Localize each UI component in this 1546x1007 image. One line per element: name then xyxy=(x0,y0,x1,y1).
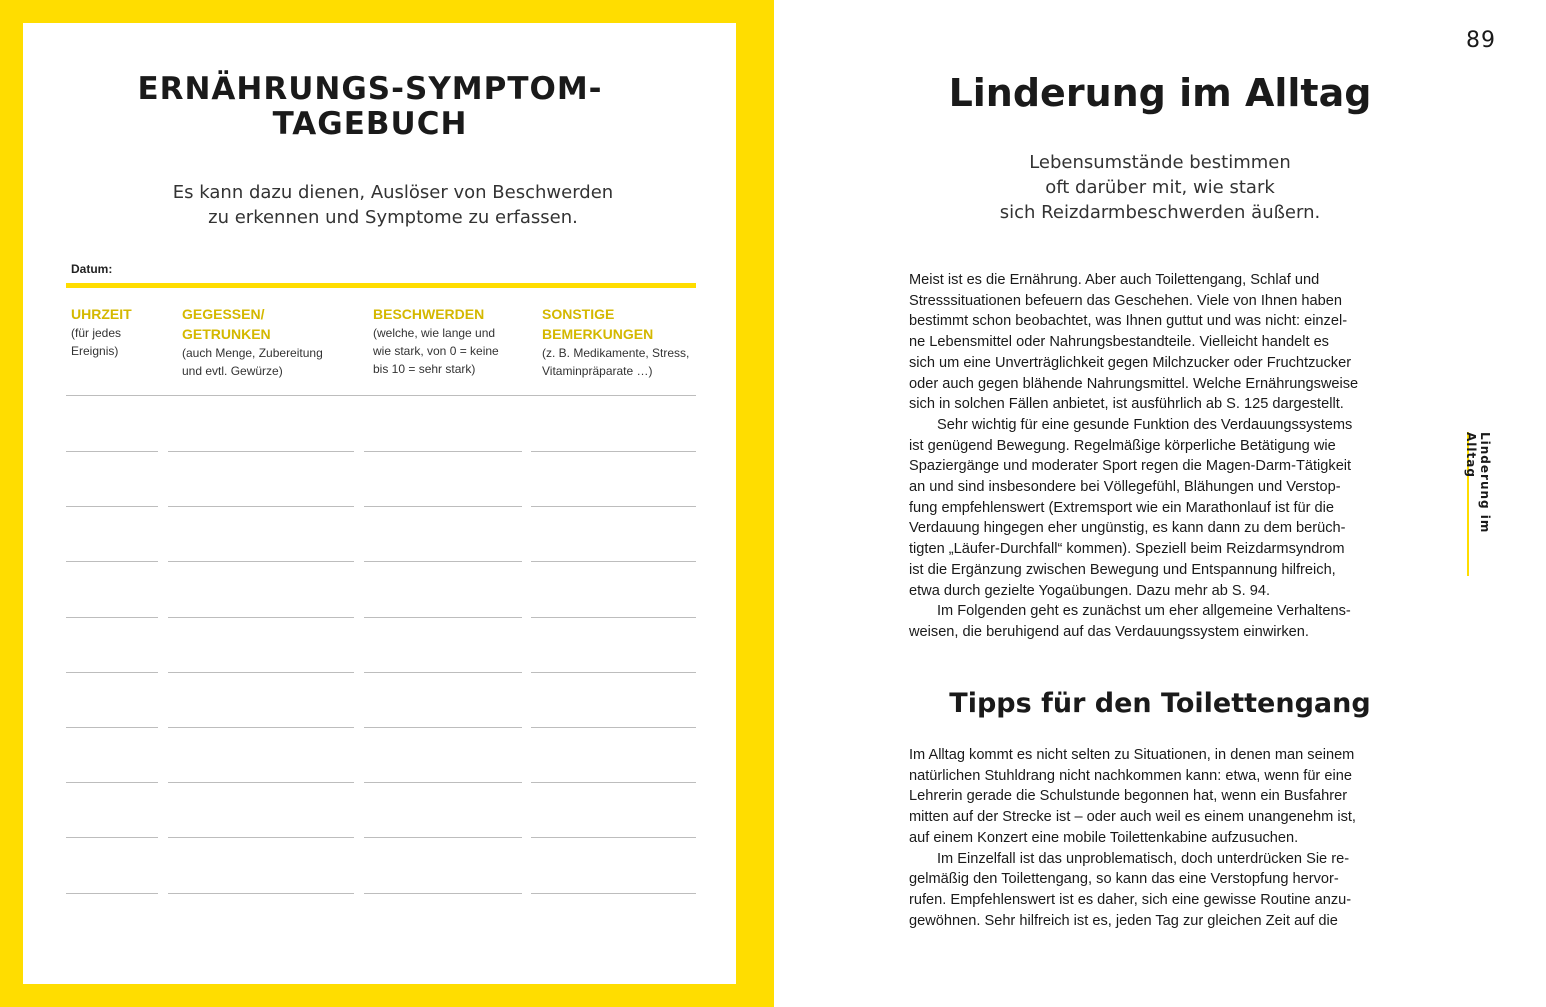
yellow-divider xyxy=(66,283,696,288)
paragraph-line: rufen. Empfehlenswert ist es daher, sich eine gewisse Routine anzu- xyxy=(909,891,1352,908)
diary-entry-line xyxy=(66,893,158,894)
column-title-line: SONSTIGE xyxy=(542,306,615,322)
paragraph-line: sich in solchen Fällen anbietet, ist ausführlich ab S. 125 dargestellt. xyxy=(909,396,1344,413)
diary-entry-line xyxy=(66,727,158,728)
diary-intro-line: zu erkennen und Symptome zu erfassen. xyxy=(208,207,578,228)
paragraph-line: bestimmt schon beobachtet, was Ihnen guttut und was nicht: einzel- xyxy=(909,313,1348,330)
paragraph-line: weisen, die beruhigend auf das Verdauungssystem einwirken. xyxy=(909,623,1309,640)
diary-entry-line xyxy=(66,451,158,452)
column-note-line: wie stark, von 0 = keine xyxy=(373,344,499,358)
paragraph-line: Meist ist es die Ernährung. Aber auch Toilettengang, Schlaf und xyxy=(909,272,1320,288)
diary-title-line: ERNÄHRUNGS-SYMPTOM- xyxy=(137,71,603,107)
diary-entry-line xyxy=(66,561,158,562)
diary-entry-line xyxy=(531,451,696,452)
column-note-line: Ereignis) xyxy=(71,344,119,358)
diary-entry-line xyxy=(364,893,522,894)
column-title xyxy=(182,304,362,344)
paragraph-line: Spaziergänge und moderater Sport regen die Magen-Darm-Tätigkeit xyxy=(909,458,1352,475)
diary-entry-line xyxy=(168,727,354,728)
diary-entry-line xyxy=(364,837,522,838)
body-text-block xyxy=(909,745,1429,931)
column-note xyxy=(182,344,362,380)
column-note xyxy=(373,324,533,378)
diary-entry-line xyxy=(168,893,354,894)
diary-entry-line xyxy=(531,893,696,894)
column-title xyxy=(542,304,702,344)
diary-entry-line xyxy=(66,506,158,507)
lead-line: Lebensumstände bestimmen xyxy=(1029,152,1291,173)
body-text-block xyxy=(909,270,1429,643)
paragraph-line: Verdauung hingegen eher ungünstig, es kann dann zu dem berüch- xyxy=(909,520,1346,537)
paragraph-line: oder auch gegen blähende Nahrungsmittel. Welche Ernährungsweise xyxy=(909,375,1359,392)
paragraph-line: tigten „Läufer-Durchfall“ kommen). Speziell beim Reizdarmsyndrom xyxy=(909,541,1345,558)
diary-entry-line xyxy=(168,617,354,618)
paragraph-line: ist genügend Bewegung. Regelmäßige körperliche Betätigung wie xyxy=(909,437,1336,454)
diary-entry-line xyxy=(364,451,522,452)
column-note-line: und evtl. Gewürze) xyxy=(182,364,283,378)
paragraph-line: ist die Ergänzung zwischen Bewegung und Entspannung hilfreich, xyxy=(909,561,1336,578)
side-tab-label: Linderung im Alltag xyxy=(1464,432,1492,534)
diary-entry-line xyxy=(168,672,354,673)
column-title-line: BEMERKUNGEN xyxy=(542,326,654,342)
column-note xyxy=(542,344,702,380)
diary-entry-line xyxy=(66,782,158,783)
column-note xyxy=(71,324,171,360)
column-title-line: BESCHWERDEN xyxy=(373,306,485,322)
paragraph-line: auf einem Konzert eine mobile Toilettenkabine aufzusuchen. xyxy=(909,829,1299,846)
diary-entry-line xyxy=(364,782,522,783)
diary-entry-line xyxy=(364,727,522,728)
column-note-line: (z. B. Medikamente, Stress, xyxy=(542,346,690,360)
lead-line: oft darüber mit, wie stark xyxy=(1045,177,1275,198)
column-header-sonstige xyxy=(542,304,702,380)
diary-title xyxy=(0,72,740,142)
column-note-line: (für jedes xyxy=(71,326,122,340)
column-title-line: GEGESSEN/ xyxy=(182,306,265,322)
column-title-line: UHRZEIT xyxy=(71,306,132,322)
diary-card xyxy=(23,23,736,984)
diary-entry-line xyxy=(66,837,158,838)
column-title xyxy=(373,304,533,324)
diary-title-line: TAGEBUCH xyxy=(272,106,468,142)
diary-entry-line xyxy=(66,672,158,673)
page-number: 89 xyxy=(1466,28,1496,53)
column-note-line: (welche, wie lange und xyxy=(373,326,496,340)
paragraph-line: ne Lebensmittel oder Nahrungsbestandteile. Vielleicht handelt es xyxy=(909,334,1329,351)
column-title xyxy=(71,304,171,324)
diary-entry-line xyxy=(531,617,696,618)
column-note-line: Vitaminpräparate …) xyxy=(542,364,653,378)
section-heading: Tipps für den Toilettengang xyxy=(949,688,1371,719)
diary-entry-line xyxy=(531,506,696,507)
column-header-gegessen xyxy=(182,304,362,380)
paragraph-line: Stresssituationen befeuern das Geschehen. Viele von Ihnen haben xyxy=(909,292,1342,309)
paragraph-line: Im Alltag kommt es nicht selten zu Situationen, in denen man seinem xyxy=(909,747,1355,763)
diary-entry-line xyxy=(364,561,522,562)
lead-line: sich Reizdarmbeschwerden äußern. xyxy=(999,202,1321,223)
diary-entry-line xyxy=(168,561,354,562)
diary-entry-line xyxy=(364,506,522,507)
column-header-uhrzeit xyxy=(71,304,171,360)
diary-entry-line xyxy=(531,727,696,728)
column-title-line: GETRUNKEN xyxy=(182,326,271,342)
column-note-line: bis 10 = sehr stark) xyxy=(373,362,476,376)
table-header-rule xyxy=(66,395,696,396)
diary-entry-line xyxy=(531,782,696,783)
diary-entry-line xyxy=(364,617,522,618)
paragraph-line: Im Einzelfall ist das unproblematisch, doch unterdrücken Sie re- xyxy=(937,850,1350,867)
paragraph-line: an und sind insbesondere bei Völlegefühl, Blähungen und Verstop- xyxy=(909,479,1341,496)
diary-entry-line xyxy=(168,782,354,783)
chapter-lead xyxy=(860,150,1460,225)
chapter-title: Linderung im Alltag xyxy=(948,71,1372,115)
column-note-line: (auch Menge, Zubereitung xyxy=(182,346,323,360)
paragraph-line: Im Folgenden geht es zunächst um eher allgemeine Verhaltens- xyxy=(937,603,1351,620)
paragraph-line: natürlichen Stuhldrang nicht nachkommen kann: etwa, wenn für eine xyxy=(909,767,1352,784)
column-header-beschwerden xyxy=(373,304,533,378)
diary-entry-line xyxy=(531,672,696,673)
paragraph-line: gewöhnen. Sehr hilfreich ist es, jeden Tag zur gleichen Zeit auf die xyxy=(909,912,1338,929)
diary-entry-line xyxy=(531,837,696,838)
diary-entry-line xyxy=(531,561,696,562)
paragraph-line: fung empfehlenswert (Extremsport wie ein Marathonlauf ist für die xyxy=(909,499,1335,516)
paragraph-line: mitten auf der Strecke ist – oder auch weil es einem unangenehm ist, xyxy=(909,809,1356,826)
diary-entry-line xyxy=(66,617,158,618)
diary-entry-line xyxy=(168,506,354,507)
paragraph-line: sich um eine Unverträglichkeit gegen Milchzucker oder Fruchtzucker xyxy=(909,354,1352,371)
paragraph-line: Lehrerin gerade die Schulstunde begonnen hat, wenn ein Busfahrer xyxy=(909,788,1348,805)
diary-intro-line: Es kann dazu dienen, Auslöser von Beschwerden xyxy=(172,182,614,203)
paragraph-line: etwa durch gezielte Yogaübungen. Dazu mehr ab S. 94. xyxy=(909,582,1271,599)
datum-label: Datum: xyxy=(71,262,113,276)
diary-entry-line xyxy=(364,672,522,673)
diary-intro xyxy=(0,180,786,230)
paragraph-line: Sehr wichtig für eine gesunde Funktion des Verdauungssystems xyxy=(937,416,1353,433)
diary-entry-line xyxy=(168,451,354,452)
paragraph-line: gelmäßig den Toilettengang, so kann das eine Verstopfung hervor- xyxy=(909,871,1339,888)
diary-entry-line xyxy=(168,837,354,838)
